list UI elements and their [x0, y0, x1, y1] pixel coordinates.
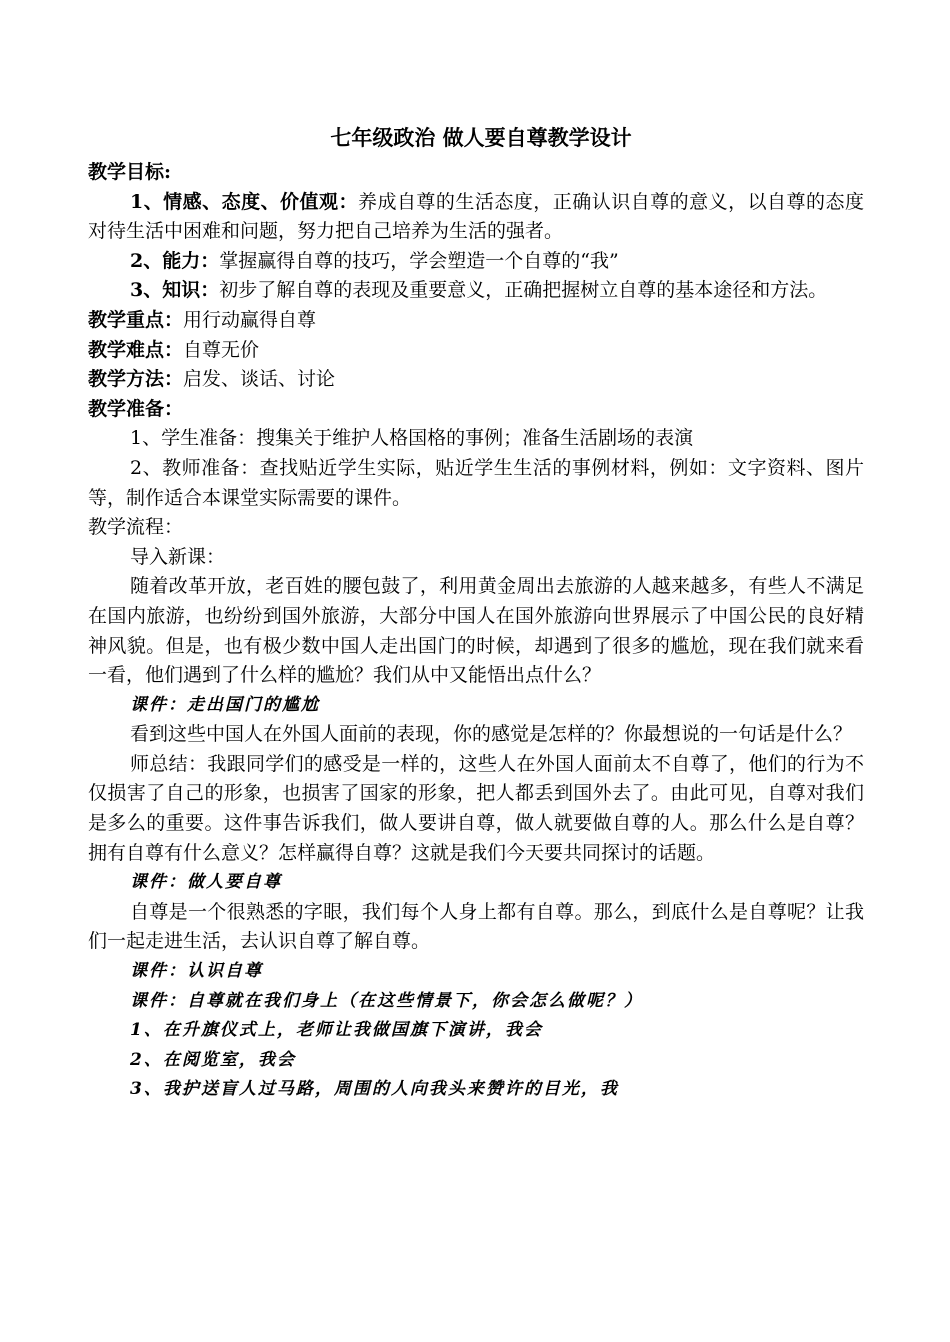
- flow-paragraph-1: 随着改革开放，老百姓的腰包鼓了，利用黄金周出去旅游的人越来越多，有些人不满足在国内旅游，也纷纷到国外旅游，大部分中国人在国外旅游向世界展示了中国公民的良好精神风貌。但是，也有极少数中国人走出国门的时候，却遇到了很多的尴尬，现在我们就来看一看，他们遇到了什么样的尴尬？我们从中又能悟出点什么？: [88, 575, 864, 687]
- courseware-label-3: 课件：认识自尊: [130, 961, 263, 982]
- flow-heading: 教学流程：: [88, 516, 184, 539]
- key-point-label: 教学重点：: [88, 308, 184, 331]
- method-text: 启发、谈话、讨论: [183, 368, 336, 391]
- goal-label: 3、知识：: [130, 279, 220, 302]
- method: [88, 365, 864, 395]
- courseware-label-2: 课件：做人要自尊: [130, 872, 282, 893]
- key-point-text: 用行动赢得自尊: [183, 308, 317, 331]
- goal-item-3: [88, 276, 864, 306]
- document-title: 七年级政治 做人要自尊教学设计: [330, 125, 632, 150]
- flow-paragraph-3: 师总结：我跟同学们的感受是一样的，这些人在外国人面前太不自尊了，他们的行为不仅损害了自己的形象，也损害了国家的形象，把人都丢到国外去了。由此可见，自尊对我们是多么的重要。这件事告诉我们，做人要讲自尊，做人就要做自尊的人。那么什么是自尊？拥有自尊有什么意义？怎样赢得自尊？这就是我们今天要共同探讨的话题。: [88, 752, 864, 864]
- goal-text: 养成自尊的生活态度，正确认识自尊的意义，以自尊的态度对待生活中困难和问题，努力把自己培养为生活的强者。: [88, 190, 864, 243]
- goal-label: 2、能力：: [130, 249, 220, 272]
- courseware-label-1: 课件：走出国门的尴尬: [130, 694, 320, 715]
- prep-item-2: 2、教师准备：查找贴近学生实际，贴近学生生活的事例材料，例如：文字资料、图片等，制作适合本课堂实际需要的课件。: [88, 456, 864, 509]
- goal-item-1: [88, 188, 864, 247]
- prep-heading: 教学准备：: [88, 397, 184, 420]
- courseware-label-4: 课件：自尊就在我们身上（在这些情景下，你会怎么做呢？）: [130, 990, 643, 1011]
- scenario-item-1: 1、在升旗仪式上，老师让我做国旗下演讲，我会: [130, 1020, 543, 1041]
- flow-paragraph-2: 看到这些中国人在外国人面前的表现，你的感觉是怎样的？你最想说的一句话是什么？: [130, 723, 853, 746]
- goals-heading: 教学目标:: [88, 161, 172, 183]
- flow-paragraph-4: 自尊是一个很熟悉的字眼，我们每个人身上都有自尊。那么，到底什么是自尊呢？让我们一起走进生活，去认识自尊了解自尊。: [88, 900, 864, 953]
- key-point: [88, 306, 864, 336]
- difficulty-text: 自尊无价: [183, 338, 260, 361]
- flow-intro: 导入新课：: [130, 545, 226, 568]
- difficulty-label: 教学难点：: [88, 338, 184, 361]
- scenario-item-3: 3、我护送盲人过马路，周围的人向我头来赞许的目光，我: [130, 1079, 619, 1100]
- goal-text: 掌握赢得自尊的技巧，学会塑造一个自尊的“我”: [219, 249, 619, 272]
- goal-text: 初步了解自尊的表现及重要意义，正确把握树立自尊的基本途径和方法。: [219, 279, 828, 302]
- goal-label: 1、情感、态度、价值观：: [130, 190, 358, 213]
- document-body: [88, 118, 864, 1105]
- difficulty: [88, 336, 864, 366]
- method-label: 教学方法：: [88, 368, 184, 391]
- scenario-item-2: 2、在阅览室，我会: [130, 1049, 296, 1070]
- prep-item-1: 1、学生准备：搜集关于维护人格国格的事例；准备生活剧场的表演: [130, 427, 694, 450]
- goal-item-2: [88, 247, 864, 277]
